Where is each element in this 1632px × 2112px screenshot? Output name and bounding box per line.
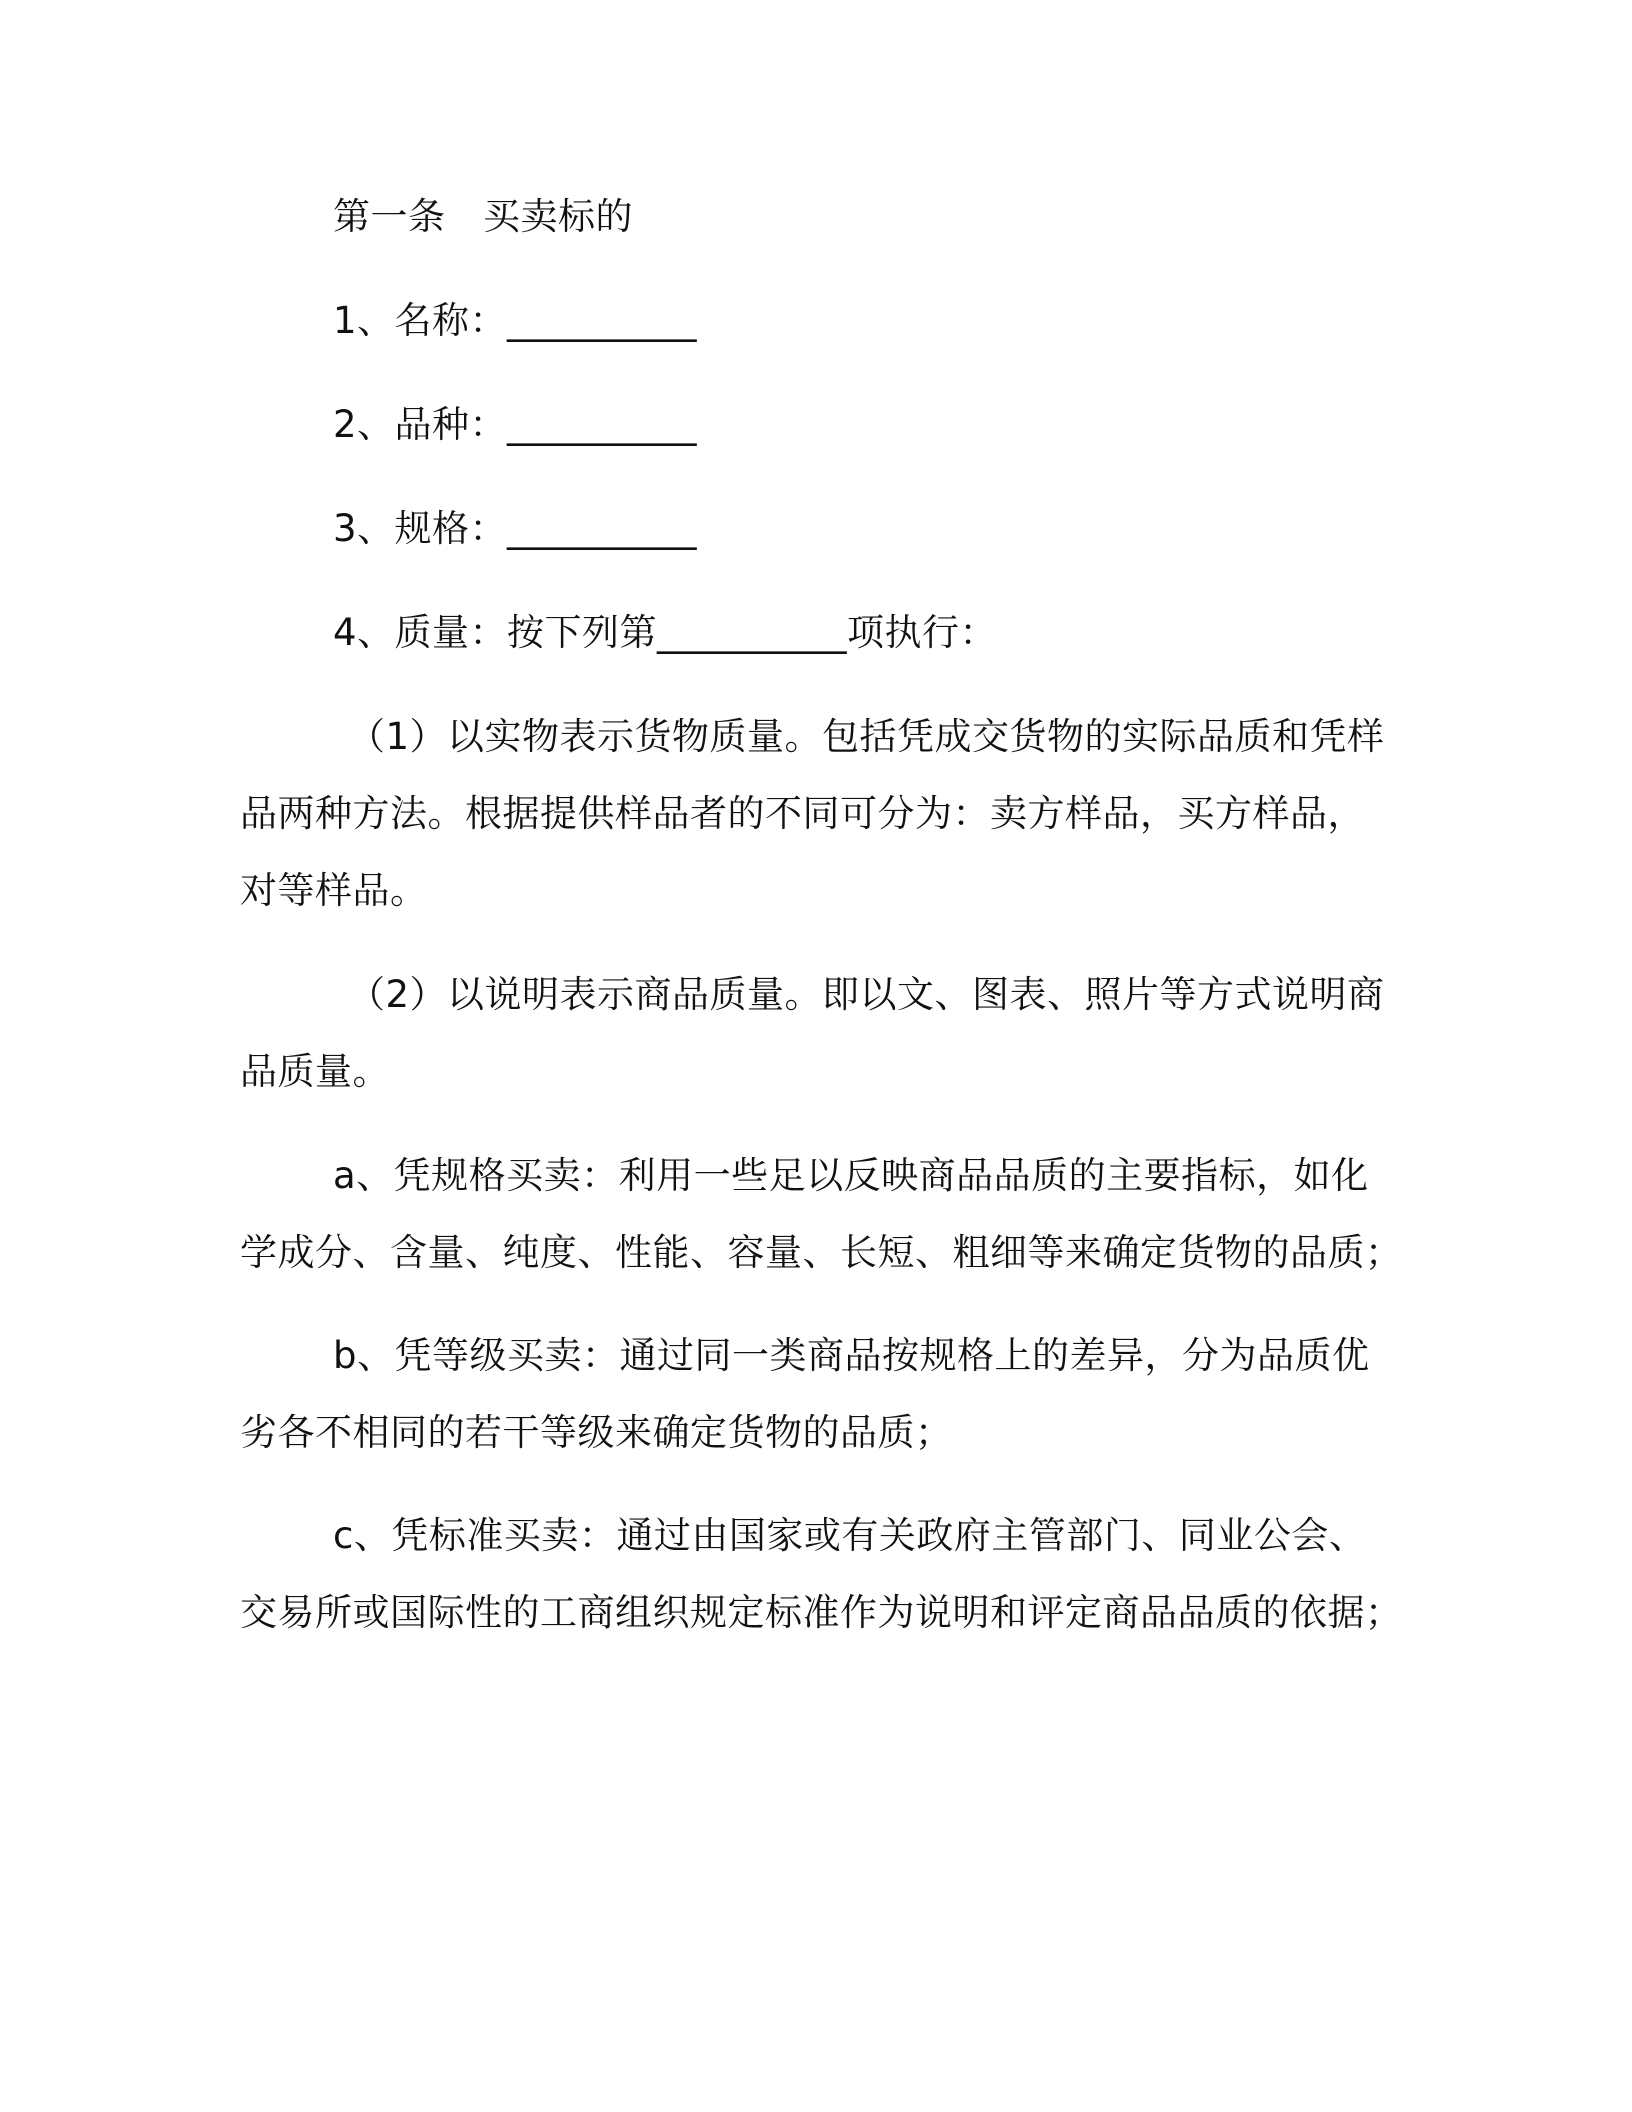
item-variety: 2、品种：__________ <box>333 403 698 446</box>
paragraph1-line3: 对等样品。 <box>240 869 428 912</box>
paragraph1-line1: （1）以实物表示货物质量。包括凭成交货物的实际品质和凭样 <box>348 715 1385 758</box>
item-quality: 4、质量：按下列第__________项执行： <box>333 611 998 654</box>
clause-b-line1: b、凭等级买卖：通过同一类商品按规格上的差异，分为品质优 <box>333 1334 1370 1377</box>
paragraph2-line2: 品质量。 <box>240 1050 390 1093</box>
clause-a-line2: 学成分、含量、纯度、性能、容量、长短、粗细等来确定货物的品质； <box>240 1231 1403 1274</box>
paragraph1-line2: 品两种方法。根据提供样品者的不同可分为：卖方样品，买方样品， <box>240 792 1365 835</box>
clause-c-line2: 交易所或国际性的工商组织规定标准作为说明和评定商品品质的依据； <box>240 1591 1403 1634</box>
paragraph2-line1: （2）以说明表示商品质量。即以文、图表、照片等方式说明商 <box>348 973 1385 1016</box>
item-name: 1、名称：__________ <box>333 299 698 342</box>
clause-c-line1: c、凭标准买卖：通过由国家或有关政府主管部门、同业公会、 <box>333 1514 1367 1557</box>
clause-a-line1: a、凭规格买卖：利用一些足以反映商品品质的主要指标，如化 <box>333 1154 1369 1197</box>
article-heading: 第一条 买卖标的 <box>333 195 633 238</box>
clause-b-line2: 劣各不相同的若干等级来确定货物的品质； <box>240 1411 953 1454</box>
item-spec: 3、规格：__________ <box>333 507 698 550</box>
